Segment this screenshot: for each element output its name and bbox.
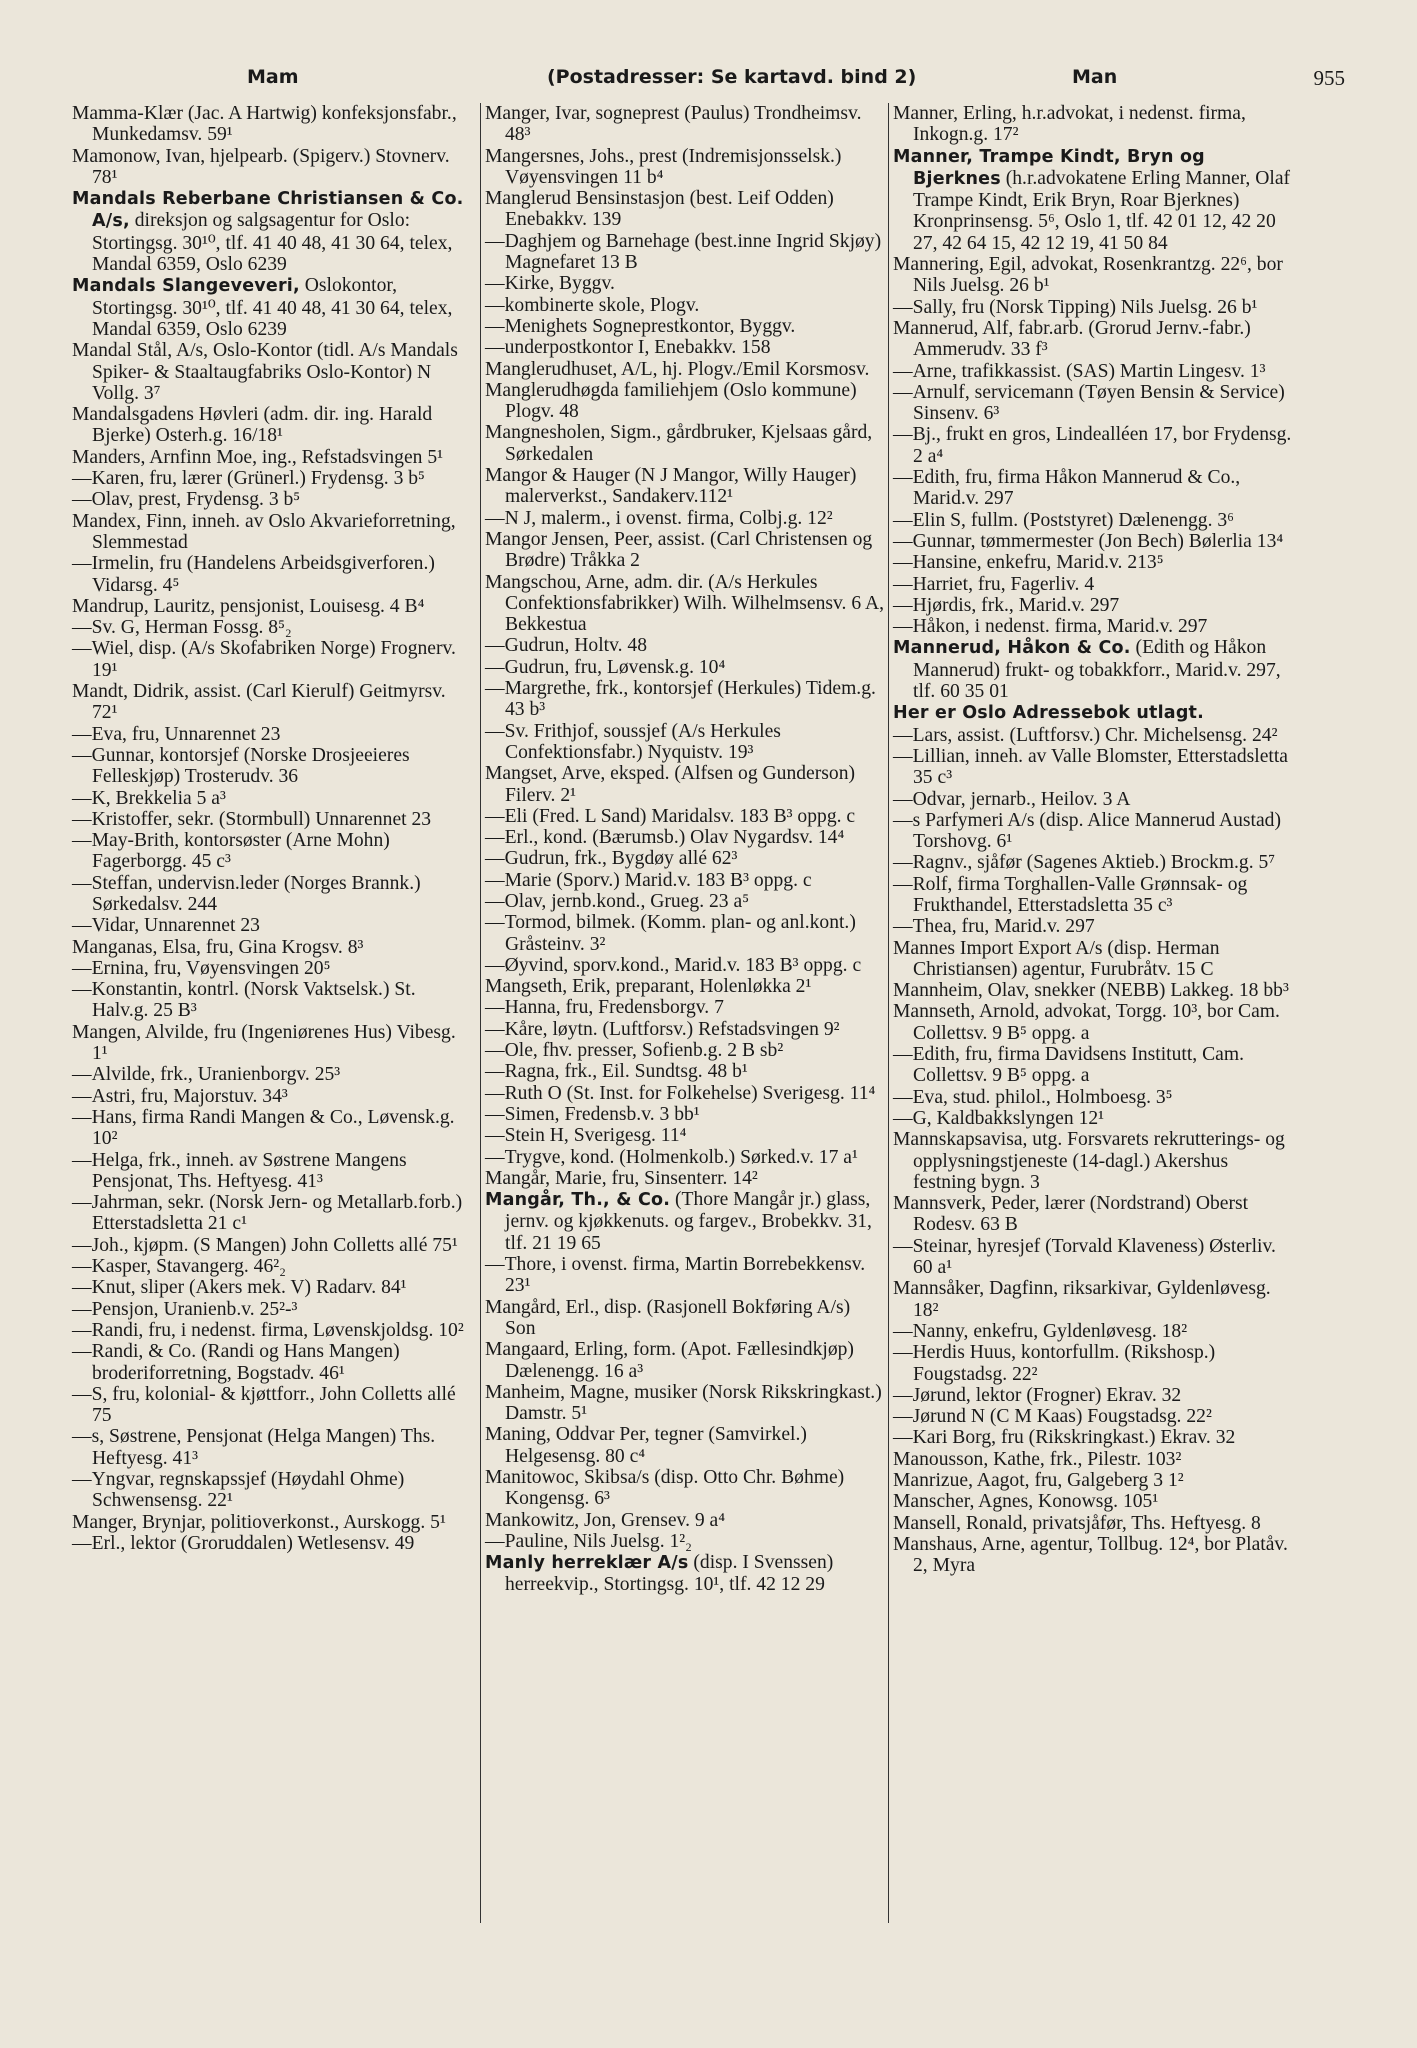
directory-entry [893, 1087, 1293, 1108]
directory-entry [893, 1044, 1293, 1087]
directory-entry [72, 1512, 472, 1533]
entry-text: —May-Brith, kontorsøster (Arne Mohn) Fagerborgg. 45 c³ [72, 830, 390, 873]
entry-text: —Thea, fru, Marid.v. 297 [893, 916, 1095, 938]
entry-text: —Olav, jernb.kond., Grueg. 23 a⁵ [485, 890, 750, 912]
directory-entry [72, 788, 472, 809]
entry-text: —s, Søstrene, Pensjonat (Helga Mangen) Ths. Heftyesg. 41³ [72, 1426, 436, 1469]
entry-text: —Sv. G, Herman Fossg. 8⁵₂ [72, 617, 292, 639]
entry-text: Manglerud Bensinstasjon (best. Leif Odden) Enebakkv. 139 [485, 188, 834, 231]
header-center-note: (Postadresser: Se kartavd. bind 2) [547, 66, 917, 88]
entry-text: Mangersnes, Johs., prest (Indremisjonsselsk.) Vøyensvingen 11 b⁴ [485, 145, 842, 188]
directory-entry [485, 763, 885, 806]
directory-entry [485, 465, 885, 508]
directory-entry [72, 1533, 472, 1554]
directory-entry [893, 1321, 1293, 1342]
entry-text: Manshaus, Arne, agentur, Tollbug. 12⁴, bor Platåv. 2, Myra [893, 1533, 1288, 1577]
entry-text: Mannsåker, Dagfinn, riksarkivar, Gyldenløvesg. 18² [893, 1278, 1271, 1321]
directory-entry [893, 424, 1293, 467]
entry-text: Mangset, Arve, eksped. (Alfsen og Gunderson) Filerv. 2¹ [485, 763, 856, 806]
entry-text: —Daghjem og Barnehage (best.inne Ingrid Skjøy) Magnefaret 13 B [485, 230, 882, 274]
header-left-guideword: Mam [247, 66, 299, 88]
directory-entry [485, 422, 885, 465]
entry-text: —Harriet, fru, Fagerliv. 4 [893, 573, 1095, 595]
directory-entry [72, 745, 472, 788]
entry-text: —Øyvind, sporv.kond., Marid.v. 183 B³ oppg. c [485, 954, 862, 976]
directory-entry [72, 979, 472, 1022]
entry-text: Mangor Jensen, Peer, assist. (Carl Christensen og Brødre) Tråkka 2 [485, 528, 873, 572]
directory-entry [72, 937, 472, 958]
entry-text: Mangnesholen, Sigm., gårdbruker, Kjelsaas gård, Sørkedalen [485, 422, 873, 465]
entry-text: —Jørund, lektor (Frogner) Ekrav. 32 [893, 1384, 1182, 1406]
directory-entry [485, 1531, 885, 1552]
directory-entry [485, 529, 885, 572]
entry-text: —Joh., kjøpm. (S Mangen) John Colletts allé 75¹ [72, 1234, 458, 1256]
directory-entry [72, 681, 472, 724]
entry-text: —Gunnar, kontorsjef (Norske Drosjeeieres Felleskjøp) Trosterudv. 36 [72, 744, 410, 788]
entry-text: Mangård, Erl., disp. (Rasjonell Bokføring A/s) Son [485, 1296, 851, 1339]
directory-entry [485, 188, 885, 231]
directory-entry [485, 1254, 885, 1297]
directory-entry [72, 1320, 472, 1341]
directory-entry [893, 938, 1293, 981]
directory-entry [485, 678, 885, 721]
directory-entry [485, 273, 885, 294]
directory-entry [893, 789, 1293, 810]
entry-text: —Kristoffer, sekr. (Stormbull) Unnarennet 23 [72, 808, 432, 830]
entry-text: —Odvar, jernarb., Heilov. 3 A [893, 788, 1131, 810]
directory-entry [893, 1449, 1293, 1470]
directory-entry [72, 617, 472, 638]
directory-entry [72, 596, 472, 617]
directory-entry [485, 1339, 885, 1382]
entry-text: —Eva, stud. philol., Holmboesg. 3⁵ [893, 1086, 1173, 1108]
directory-entry [485, 231, 885, 274]
entry-text: —Ole, fhv. presser, Sofienb.g. 2 B sb² [485, 1040, 784, 1062]
directory-entry [72, 188, 472, 275]
column-1 [72, 103, 472, 1554]
entry-text: Manganas, Elsa, fru, Gina Krogsv. 8³ [72, 936, 364, 958]
entry-text: —Randi, fru, i nedenst. firma, Løvenskjoldsg. 10² [72, 1319, 464, 1341]
entry-text: Manders, Arnfinn Moe, ing., Refstadsvingen 5¹ [72, 446, 444, 468]
directory-entry [893, 980, 1293, 1001]
entry-text: —Trygve, kond. (Holmenkolb.) Sørked.v. 17 a¹ [485, 1146, 858, 1168]
directory-entry [893, 1385, 1293, 1406]
directory-entry [485, 316, 885, 337]
entry-text: (Edith og Håkon Mannerud) frukt- og tobakkforr., Marid.v. 297, tlf. 60 35 01 [913, 637, 1281, 703]
directory-entry [893, 297, 1293, 318]
directory-entry [485, 1467, 885, 1510]
directory-entry [893, 1427, 1293, 1448]
directory-entry [72, 553, 472, 596]
directory-entry [485, 1083, 885, 1104]
entry-text: —Pensjon, Uranienb.v. 25²-³ [72, 1298, 298, 1320]
directory-entry [485, 912, 885, 955]
directory-entry [893, 810, 1293, 853]
directory-entry [893, 746, 1293, 789]
entry-text: —Rolf, firma Torghallen-Valle Grønnsak- og Frukthandel, Etterstadsletta 35 c³ [893, 873, 1248, 916]
entry-text: Manger, Brynjar, politioverkonst., Aurskogg. 5¹ [72, 1511, 446, 1533]
directory-entry [485, 657, 885, 678]
entry-text: —kombinerte skole, Plogv. [485, 294, 700, 316]
entry-text: Mannskapsavisa, utg. Forsvarets rekrutterings- og opplysningstjeneste (14-dagl.) Akershus festning bygn. 3 [893, 1129, 1285, 1193]
directory-entry [485, 827, 885, 848]
directory-entry [485, 1382, 885, 1425]
entry-text: —Ragnv., sjåfør (Sagenes Aktieb.) Brockm.g. 5⁷ [893, 852, 1276, 874]
directory-entry [893, 103, 1293, 146]
entry-text: —Lillian, inneh. av Valle Blomster, Etterstadsletta 35 c³ [893, 745, 1288, 789]
directory-entry [72, 1022, 472, 1065]
entry-text: —underpostkontor I, Enebakkv. 158 [485, 337, 771, 359]
directory-entry [485, 997, 885, 1018]
directory-entry [485, 1147, 885, 1168]
directory-entry [72, 1469, 472, 1512]
entry-text: Mandex, Finn, inneh. av Oslo Akvarieforretning, Slemmestad [72, 510, 456, 553]
directory-entry [72, 1426, 472, 1469]
directory-entry [893, 382, 1293, 425]
directory-entry [72, 1150, 472, 1193]
entry-text: Mannerud, Alf, fabr.arb. (Grorud Jernv.-fabr.) Ammerudv. 33 f³ [893, 317, 1251, 361]
directory-entry [485, 1019, 885, 1040]
entry-text: Mangår, Marie, fru, Sinsenterr. 14² [485, 1167, 758, 1189]
entry-text: —Hansine, enkefru, Marid.v. 213⁵ [893, 552, 1164, 574]
entry-text: —Jørund N (C M Kaas) Fougstadsg. 22² [893, 1406, 1212, 1428]
entry-text: —G, Kaldbakkslyngen 12¹ [893, 1107, 1105, 1129]
entry-text: Mamonow, Ivan, hjelpearb. (Spigerv.) Stovnerv. 78¹ [72, 145, 450, 188]
entry-text: —Alvilde, frk., Uranienborgv. 25³ [72, 1064, 341, 1086]
directory-entry [893, 702, 1293, 724]
entry-text: —Sv. Frithjof, soussjef (A/s Herkules Confektionsfabr.) Nyquistv. 19³ [485, 720, 781, 763]
entry-text: Mangseth, Erik, preparant, Holenløkka 2¹ [485, 976, 812, 998]
entry-text: —Steffan, undervisn.leder (Norges Brannk.) Sørkedalsv. 244 [72, 872, 421, 915]
entry-text: (h.r.advokatene Erling Manner, Olaf Trampe Kindt, Erik Bryn, Roar Bjerknes) Kronprinsensg. 5⁶, Oslo 1, tlf. 42 01 12, 42 20 27, 42 64 15, 42 12 19, 41 50 84 [913, 167, 1291, 254]
entry-text: Manitowoc, Skibsa/s (disp. Otto Chr. Bøhme) Kongensg. 6³ [485, 1467, 845, 1510]
directory-entry [893, 1406, 1293, 1427]
entry-text: —Ernina, fru, Vøyensvingen 20⁵ [72, 957, 331, 979]
entry-text: —Nanny, enkefru, Gyldenløvesg. 18² [893, 1320, 1188, 1342]
directory-entry [485, 1168, 885, 1189]
directory-entry [893, 916, 1293, 937]
page-number: 955 [1313, 66, 1345, 90]
directory-entry [72, 1277, 472, 1298]
entry-text: —Irmelin, fru (Handelens Arbeidsgiverforen.) Vidarsg. 4⁵ [72, 553, 435, 596]
entry-text: Mandrup, Lauritz, pensjonist, Louisesg. 4 B⁴ [72, 595, 425, 617]
directory-entry [485, 1510, 885, 1531]
directory-entry [893, 874, 1293, 917]
directory-entry [893, 616, 1293, 637]
entry-text: —Steinar, hyresjef (Torvald Klaveness) Østerliv. 60 a¹ [893, 1235, 1276, 1279]
directory-entry [485, 1552, 885, 1596]
entry-bold-name: Mangår, Th., & Co. [485, 1190, 671, 1211]
directory-entry [72, 1086, 472, 1107]
directory-entry [72, 1341, 472, 1384]
directory-entry [893, 1534, 1293, 1577]
directory-entry [485, 1104, 885, 1125]
entry-text: Manousson, Kathe, frk., Pilestr. 103² [893, 1448, 1182, 1470]
entry-bold-name: Mandals Reberbane Christiansen & Co. A/s, [72, 189, 464, 232]
entry-text: Mannheim, Olav, snekker (NEBB) Lakkeg. 18 bb³ [893, 980, 1289, 1002]
directory-entry [72, 830, 472, 873]
directory-entry [893, 361, 1293, 382]
directory-entry [72, 447, 472, 468]
entry-text: —S, fru, kolonial- & kjøttforr., John Colletts allé 75 [72, 1383, 456, 1427]
entry-text: Mannsverk, Peder, lærer (Nordstrand) Oberst Rodesv. 63 B [893, 1193, 1249, 1236]
entry-text: Mandal Stål, A/s, Oslo-Kontor (tidl. A/s Mandals Spiker- & Staaltaugfabriks Oslo-Kontor) N Vollg. 3⁷ [72, 340, 458, 404]
entry-text: Manger, Ivar, sogneprest (Paulus) Trondheimsv. 48³ [485, 103, 862, 146]
directory-entry [485, 635, 885, 656]
entry-text: —Eli (Fred. L Sand) Maridalsv. 183 B³ oppg. c [485, 805, 856, 827]
entry-text: Manglerudhøgda familiehjem (Oslo kommune) Plogv. 48 [485, 379, 857, 423]
directory-entry [485, 359, 885, 380]
entry-text: —N J, malerm., i ovenst. firma, Colbj.g. 12² [485, 507, 833, 529]
directory-entry [893, 595, 1293, 616]
entry-text: —Knut, sliper (Akers mek. V) Radarv. 84¹ [72, 1277, 407, 1299]
directory-entry [72, 1299, 472, 1320]
directory-entry [893, 852, 1293, 873]
directory-entry [72, 915, 472, 936]
entry-text: Mannseth, Arnold, advokat, Torgg. 10³, bor Cam. Collettsv. 9 B⁵ oppg. a [893, 1001, 1280, 1044]
directory-entry [72, 404, 472, 447]
column-2 [480, 103, 885, 1923]
directory-entry [485, 721, 885, 764]
entry-text: —Gudrun, Holtv. 48 [485, 635, 648, 657]
directory-entry [893, 637, 1293, 702]
directory-entry [893, 1001, 1293, 1044]
entry-text: —Kåre, løytn. (Luftforsv.) Refstadsvingen 9² [485, 1018, 840, 1040]
entry-text: —Kari Borg, fru (Rikskringkast.) Ekrav. 32 [893, 1427, 1236, 1449]
directory-entry [485, 380, 885, 423]
directory-entry [893, 1513, 1293, 1534]
entry-text: —Karen, fru, lærer (Grünerl.) Frydensg. 3 b⁵ [72, 468, 425, 490]
directory-entry [485, 976, 885, 997]
entry-text: direksjon og salgsagentur for Oslo: Stortingsg. 30¹⁰, tlf. 41 40 48, 41 30 64, telex, Mandal 6359, Oslo 6239 [92, 210, 453, 276]
entry-text: —Eva, fru, Unnarennet 23 [72, 723, 281, 745]
directory-entry [485, 1061, 885, 1082]
directory-entry [72, 1064, 472, 1085]
entry-text: —Kirke, Byggv. [485, 273, 615, 295]
directory-entry [485, 870, 885, 891]
entry-text: Mandt, Didrik, assist. (Carl Kierulf) Geitmyrsv. 72¹ [72, 681, 446, 724]
directory-entry [893, 1193, 1293, 1236]
entry-text: —Lars, assist. (Luftforsv.) Chr. Michelsensg. 24² [893, 724, 1278, 746]
entry-text: —Hjørdis, frk., Marid.v. 297 [893, 594, 1120, 616]
directory-entry [893, 725, 1293, 746]
directory-entry [485, 1189, 885, 1254]
directory-entry [72, 1192, 472, 1235]
entry-text: (disp. I Svenssen) herreekvip., Stortingsg. 10¹, tlf. 42 12 29 [505, 1552, 834, 1596]
entry-text: Maning, Oddvar Per, tegner (Samvirkel.) Helgesensg. 80 c⁴ [485, 1424, 807, 1467]
directory-entry [485, 146, 885, 189]
entry-text: —Yngvar, regnskapssjef (Høydahl Ohme) Schwensensg. 22¹ [72, 1469, 405, 1512]
directory-entry [72, 489, 472, 510]
entry-text: Manscher, Agnes, Konowsg. 105¹ [893, 1491, 1159, 1513]
entry-text: —Elin S, fullm. (Poststyret) Dælenengg. 3⁶ [893, 509, 1234, 531]
entry-text: —K, Brekkelia 5 a³ [72, 787, 226, 809]
entry-text: Manglerudhuset, A/L, hj. Plogv./Emil Korsmosv. [485, 358, 870, 380]
entry-text: Mannering, Egil, advokat, Rosenkrantzg. 22⁶, bor Nils Juelsg. 26 b¹ [893, 254, 1283, 297]
directory-entry [893, 1470, 1293, 1491]
entry-text: Mangen, Alvilde, fru (Ingeniørenes Hus) Vibesg. 1¹ [72, 1021, 456, 1065]
entry-text: Manheim, Magne, musiker (Norsk Rikskringkast.) Damstr. 5¹ [485, 1381, 882, 1425]
entry-text: —Vidar, Unnarennet 23 [72, 915, 260, 937]
entry-text: —Gudrun, fru, Løvensk.g. 10⁴ [485, 656, 726, 678]
directory-entry [485, 103, 885, 146]
entry-text: —Helga, frk., inneh. av Søstrene Mangens Pensjonat, Ths. Heftyesg. 41³ [72, 1149, 407, 1192]
directory-entry [485, 806, 885, 827]
directory-entry [485, 1125, 885, 1146]
directory-entry [72, 146, 472, 189]
entry-text: —Herdis Huus, kontorfullm. (Rikshosp.) Fougstadsg. 22² [893, 1342, 1216, 1385]
entry-text: —Gunnar, tømmermester (Jon Bech) Bølerlia 13⁴ [893, 530, 1284, 552]
entry-text: —Edith, fru, firma Håkon Mannerud & Co., Marid.v. 297 [893, 467, 1241, 510]
entry-text: Manrizue, Aagot, fru, Galgeberg 3 1² [893, 1470, 1184, 1491]
entry-text: Manner, Erling, h.r.advokat, i nedenst. firma, Inkogn.g. 17² [893, 103, 1246, 146]
entry-text: —Thore, i ovenst. firma, Martin Borrebekkensv. 23¹ [485, 1254, 866, 1297]
directory-entry [485, 1297, 885, 1340]
entry-text: —s Parfymeri A/s (disp. Alice Mannerud Austad) Torshovg. 6¹ [893, 809, 1282, 853]
directory-entry [72, 638, 472, 681]
entry-text: —Bj., frukt en gros, Lindealléen 17, bor Frydensg. 2 a⁴ [893, 424, 1292, 467]
directory-entry [72, 468, 472, 489]
directory-entry [893, 1278, 1293, 1321]
entry-text: —Marie (Sporv.) Marid.v. 183 B³ oppg. c [485, 869, 812, 891]
directory-entry [893, 146, 1293, 254]
entry-text: —Gudrun, frk., Bygdøy allé 62³ [485, 848, 738, 870]
entry-text: Mannes Import Export A/s (disp. Herman Christiansen) agentur, Furubråtv. 15 C [893, 937, 1220, 980]
entry-text: —Astri, fru, Majorstuv. 34³ [72, 1085, 288, 1107]
entry-text: —Ruth O (St. Inst. for Folkehelse) Sverigesg. 11⁴ [485, 1082, 876, 1104]
directory-entry [893, 1108, 1293, 1129]
directory-entry [72, 275, 472, 340]
directory-entry [893, 318, 1293, 361]
entry-text: Mamma-Klær (Jac. A Hartwig) konfeksjonsfabr., Munkedamsv. 59¹ [72, 103, 457, 146]
entry-text: —Olav, prest, Frydensg. 3 b⁵ [72, 489, 301, 511]
entry-text: —Wiel, disp. (A/s Skofabriken Norge) Frognerv. 19¹ [72, 638, 456, 681]
directory-entry [485, 508, 885, 529]
entry-text: —Erl., lektor (Groruddalen) Wetlesensv. 49 [72, 1532, 415, 1554]
directory-entry [893, 574, 1293, 595]
running-header [72, 66, 1345, 96]
entry-text: —Ragna, frk., Eil. Sundtsg. 48 b¹ [485, 1061, 748, 1083]
entry-text: Mandalsgadens Høvleri (adm. dir. ing. Harald Bjerke) Osterh.g. 16/18¹ [72, 404, 433, 447]
column-3 [888, 103, 1293, 1923]
entry-text: —Håkon, i nedenst. firma, Marid.v. 297 [893, 616, 1208, 638]
directory-entry [72, 340, 472, 404]
entry-text: Oslokontor, Stortingsg. 30¹⁰, tlf. 41 40 48, 41 30 64, telex, Mandal 6359, Oslo 6239 [92, 275, 453, 340]
directory-entry [485, 337, 885, 358]
directory-entry [72, 724, 472, 745]
entry-text: —Simen, Fredensb.v. 3 bb¹ [485, 1103, 700, 1125]
directory-entry [893, 552, 1293, 573]
directory-entry [72, 958, 472, 979]
entry-text: —Jahrman, sekr. (Norsk Jern- og Metallarb.forb.) Etterstadsletta 21 c¹ [72, 1192, 463, 1235]
directory-entry [485, 891, 885, 912]
entry-text: —Hanna, fru, Fredensborgv. 7 [485, 997, 724, 1019]
entry-text: Mangor & Hauger (N J Mangor, Willy Hauger) malerverkst., Sandakerv.112¹ [485, 465, 857, 508]
directory-entry [485, 295, 885, 316]
entry-text: —Erl., kond. (Bærumsb.) Olav Nygardsv. 14⁴ [485, 827, 845, 849]
directory-entry [893, 254, 1293, 297]
directory-entry [893, 1129, 1293, 1193]
entry-text: —Sally, fru (Norsk Tipping) Nils Juelsg. 26 b¹ [893, 296, 1258, 318]
entry-bold-name: Manner, Trampe Kindt, Bryn og Bjerknes [893, 146, 1205, 189]
entry-text: —Margrethe, frk., kontorsjef (Herkules) Tidem.g. 43 b³ [485, 678, 876, 721]
directory-entry [485, 848, 885, 869]
entry-text: —Hans, firma Randi Mangen & Co., Løvensk.g. 10² [72, 1106, 455, 1150]
entry-bold-name: Manly herreklær A/s [485, 1553, 689, 1574]
directory-entry [485, 572, 885, 636]
entry-text: —Arnulf, servicemann (Tøyen Bensin & Service) Sinsenv. 6³ [893, 381, 1285, 425]
entry-text: Mankowitz, Jon, Grensev. 9 a⁴ [485, 1509, 726, 1531]
directory-entry [893, 510, 1293, 531]
entry-text: —Edith, fru, firma Davidsens Institutt, Cam. Collettsv. 9 B⁵ oppg. a [893, 1044, 1245, 1087]
directory-entry [72, 1107, 472, 1150]
directory-entry [893, 467, 1293, 510]
header-right-guideword: Man [1072, 66, 1118, 88]
entry-bold-name: Her er Oslo Adressebok utlagt. [893, 703, 1204, 724]
entry-bold-name: Mannerud, Håkon & Co. [893, 638, 1131, 659]
entry-text: —Randi, & Co. (Randi og Hans Mangen) broderiforretning, Bogstadv. 46¹ [72, 1341, 400, 1384]
directory-entry [485, 955, 885, 976]
entry-text: —Stein H, Sverigesg. 11⁴ [485, 1125, 687, 1147]
directory-entry [893, 531, 1293, 552]
entry-text: —Menighets Sogneprestkontor, Byggv. [485, 315, 796, 337]
entry-text: Mansell, Ronald, privatsjåfør, Ths. Heftyesg. 8 [893, 1512, 1261, 1534]
directory-entry [893, 1491, 1293, 1512]
entry-text: Mangaard, Erling, form. (Apot. Fællesindkjøp) Dælenengg. 16 a³ [485, 1339, 854, 1382]
entry-text: Mangschou, Arne, adm. dir. (A/s Herkules Confektionsfabrikker) Wilh. Wilhelmsensv. 6 A, Bekkestua [485, 571, 884, 636]
entry-text: —Tormod, bilmek. (Komm. plan- og anl.kont.) Gråsteinv. 3² [485, 912, 856, 955]
directory-entry [485, 1040, 885, 1061]
directory-entry [72, 809, 472, 830]
directory-entry [72, 1384, 472, 1427]
entry-text: —Arne, trafikkassist. (SAS) Martin Lingesv. 1³ [893, 360, 1266, 382]
directory-entry [893, 1236, 1293, 1279]
directory-entry [72, 873, 472, 916]
entry-bold-name: Mandals Slangeveveri, [72, 276, 300, 297]
directory-entry [485, 1424, 885, 1467]
directory-entry [72, 511, 472, 554]
entry-text: —Pauline, Nils Juelsg. 1²₂ [485, 1530, 693, 1552]
directory-entry [72, 103, 472, 146]
entry-text: —Kasper, Stavangerg. 46²₂ [72, 1256, 286, 1278]
directory-entry [72, 1235, 472, 1256]
directory-entry [893, 1342, 1293, 1385]
entry-text: (Thore Mangår jr.) glass, jernv. og kjøkkenuts. og fargev., Brobekkv. 31, tlf. 21 19 65 [505, 1189, 872, 1254]
entry-text: —Konstantin, kontrl. (Norsk Vaktselsk.) St. Halv.g. 25 B³ [72, 979, 416, 1022]
directory-entry [72, 1256, 472, 1277]
